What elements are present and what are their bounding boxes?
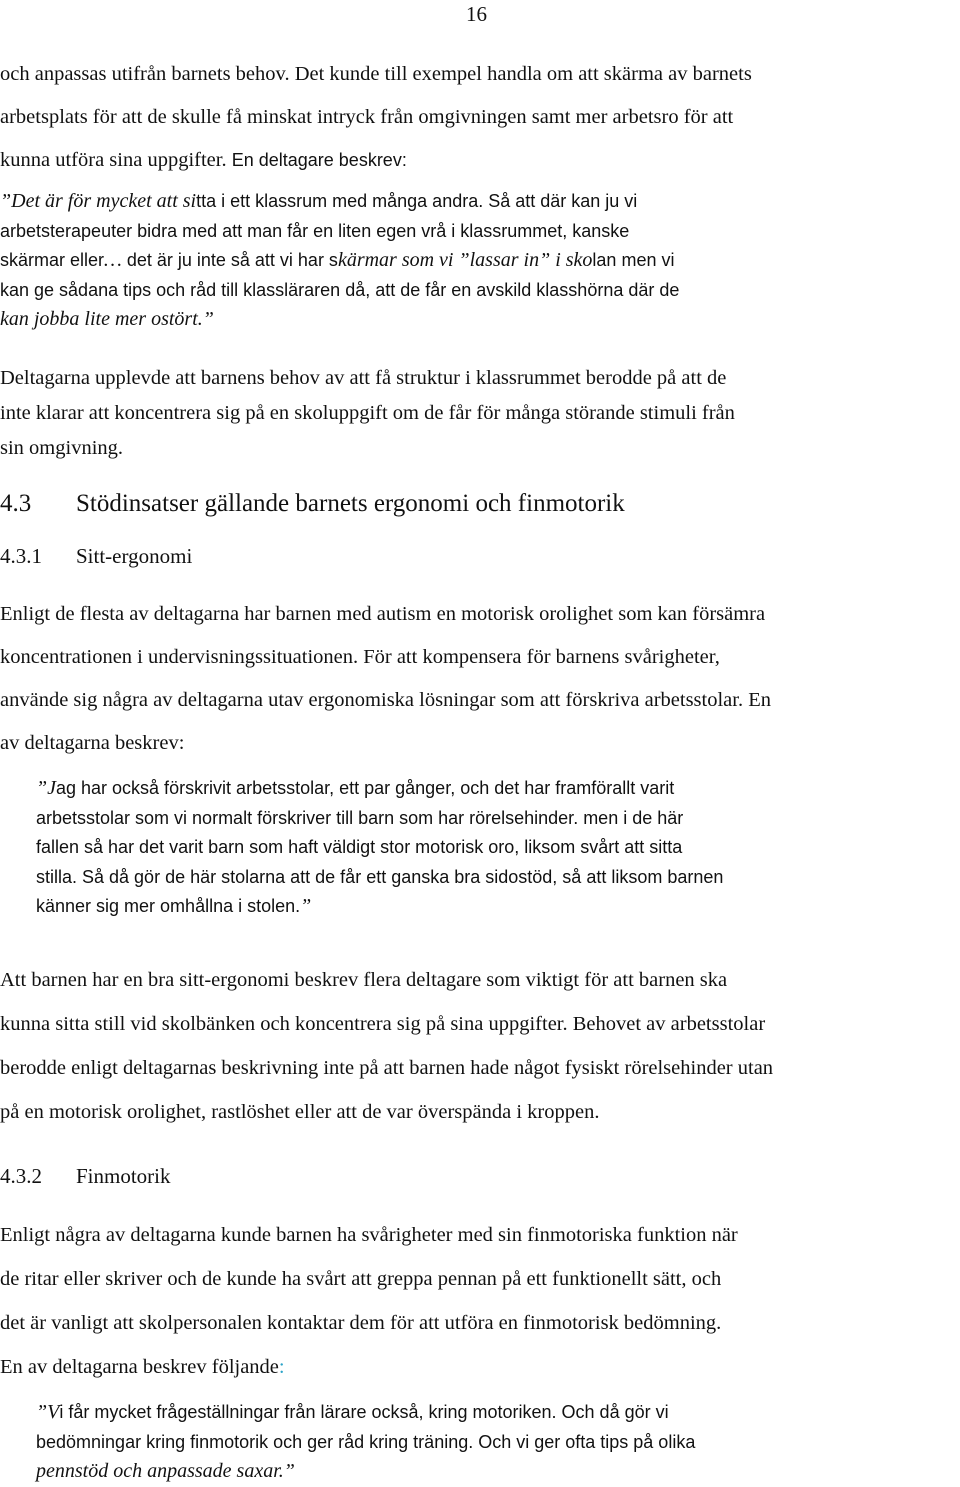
intro-line-2: arbetsplats för att de skulle få minskat intryck från omgivningen samt mer arbetsro för att (0, 106, 734, 128)
paragraph-5-line-4 (0, 1345, 958, 1389)
quote-1-line-1 (0, 187, 958, 217)
paragraph-4-line-3: berodde enligt deltagarnas beskrivning inte på att barnen hade något fysiskt rörelsehinder utan (0, 1057, 774, 1079)
quote-2 (36, 774, 956, 922)
quote-1-line-3-a: skärmar eller (0, 250, 105, 270)
paragraph-3-line-2: koncentrationen i undervisningssituationen. För att kompensera för barnens svårigheter, (0, 646, 720, 668)
quote-2-line-2: arbetsstolar som vi normalt förskriver till barn som har rörelsehinder. men i de här (36, 807, 684, 828)
quote-1-close: kan jobba lite mer ostört.” (0, 308, 214, 330)
quote-1-line-3-b: det är ju inte så att vi har s (121, 250, 338, 270)
section-title: Stödinsatser gällande barnets ergonomi och finmotorik (76, 490, 625, 517)
paragraph-4-line-2: kunna sitta still vid skolbänken och koncentrera sig på sina uppgifter. Behovet av arbetsstolar (0, 1013, 766, 1035)
quote-3-line-2: bedömningar kring finmotorik och ger råd kring träning. Och vi ger ofta tips på olika (36, 1431, 696, 1452)
quote-1 (0, 187, 958, 335)
paragraph-4 (0, 958, 958, 1134)
intro-line-3-text: kunna utföra sina uppgifter. (0, 149, 232, 171)
quote-2-line-5-text: känner sig mer omhållna i stolen. (36, 896, 301, 916)
section-number: 4.3 (0, 490, 32, 517)
quote-3 (36, 1398, 956, 1487)
intro-quote-lead: En deltagare beskrev: (231, 150, 407, 170)
paragraph-5-line-2: de ritar eller skriver och de kunde ha svårt att greppa pennan på ett funktionellt sätt, och (0, 1268, 722, 1290)
quote-1-line-2: arbetsterapeuter bidra med att man får en liten egen vrå i klassrummet, kanske (0, 220, 630, 241)
quote-1-line-3-ital: kärmar som vi ”lassar in” i sko (337, 249, 593, 271)
paragraph-3-line-3: använde sig några av deltagarna utav ergonomiska lösningar som att förskriva arbetsstolar. En (0, 689, 771, 711)
paragraph-5-line-1: Enligt några av deltagarna kunde barnen ha svårigheter med sin finmotoriska funktion när (0, 1224, 738, 1246)
quote-2-line-1-rest: ag har också förskrivit arbetsstolar, ett par gånger, och det har framförallt varit (56, 778, 675, 798)
quote-2-line-4: stilla. Så då gör de här stolarna att de får ett ganska bra sidostöd, så att liksom barnen (36, 866, 724, 887)
quote-1-line-1-rest: tta i ett klassrum med många andra. Så att där kan ju vi (196, 191, 638, 211)
quote-3-line-1-rest: i får mycket frågeställningar från lärare också, kring motoriken. Och då gör vi (59, 1402, 669, 1422)
quote-2-line-5 (36, 892, 956, 922)
quote-3-close: pennstöd och anpassade saxar.” (36, 1460, 295, 1482)
paragraph-3-line-4: av deltagarna beskrev: (0, 732, 185, 754)
paragraph-5-colon: : (278, 1356, 285, 1378)
subsection-number: 4.3.2 (0, 1164, 42, 1188)
paragraph-4-line-1: Att barnen har en bra sitt-ergonomi beskrev flera deltagare som viktigt för att barnen ska (0, 969, 728, 991)
subsection-title: Finmotorik (76, 1164, 171, 1188)
paragraph-2-line-2: inte klarar att koncentrera sig på en skoluppgift om de får för många störande stimuli från (0, 402, 735, 424)
subsection-heading-4-3-1 (0, 543, 958, 569)
intro-line-1: och anpassas utifrån barnets behov. Det kunde till exempel handla om att skärma av barnets (0, 63, 752, 85)
section-heading-4-3 (0, 489, 958, 519)
quote-3-line-1 (36, 1398, 956, 1428)
quote-1-ellipsis: … (104, 249, 122, 271)
quote-1-line-4: kan ge sådana tips och råd till klassläraren då, att de får en avskild klasshörna där de (0, 279, 680, 300)
quote-2-line-3: fallen så har det varit barn som haft väldigt stor motorisk oro, liksom svårt att sitta (36, 837, 683, 857)
paragraph-4-line-4: på en motorisk orolighet, rastlöshet eller att de var överspända i kroppen. (0, 1101, 600, 1123)
quote-2-open: ”J (36, 777, 56, 799)
paragraph-5 (0, 1213, 958, 1389)
paragraph-3 (0, 593, 958, 765)
paragraph-2-line-3: sin omgivning. (0, 437, 124, 459)
intro-paragraph (0, 53, 958, 182)
subsection-number: 4.3.1 (0, 544, 42, 568)
quote-3-open: ”V (36, 1401, 60, 1423)
quote-1-line-3-c: lan men vi (592, 250, 675, 270)
quote-2-line-1 (36, 774, 956, 804)
paragraph-3-line-1: Enligt de flesta av deltagarna har barnen med autism en motorisk orolighet som kan försämra (0, 603, 766, 625)
subsection-title: Sitt-ergonomi (76, 544, 193, 568)
paragraph-5-line-3: det är vanligt att skolpersonalen kontaktar dem för att utföra en finmotorisk bedömning. (0, 1312, 722, 1334)
paragraph-5-line-4-text: En av deltagarna beskrev följande (0, 1356, 279, 1378)
quote-1-open: ”Det är för mycket att si (0, 190, 197, 212)
page-number: 16 (466, 2, 487, 26)
quote-2-close: ” (300, 895, 312, 917)
quote-1-line-3 (0, 246, 958, 276)
intro-line-3 (0, 139, 958, 182)
subsection-heading-4-3-2 (0, 1163, 958, 1189)
paragraph-2 (0, 361, 958, 466)
paragraph-2-line-1: Deltagarna upplevde att barnens behov av att få struktur i klassrummet berodde på att de (0, 367, 727, 389)
